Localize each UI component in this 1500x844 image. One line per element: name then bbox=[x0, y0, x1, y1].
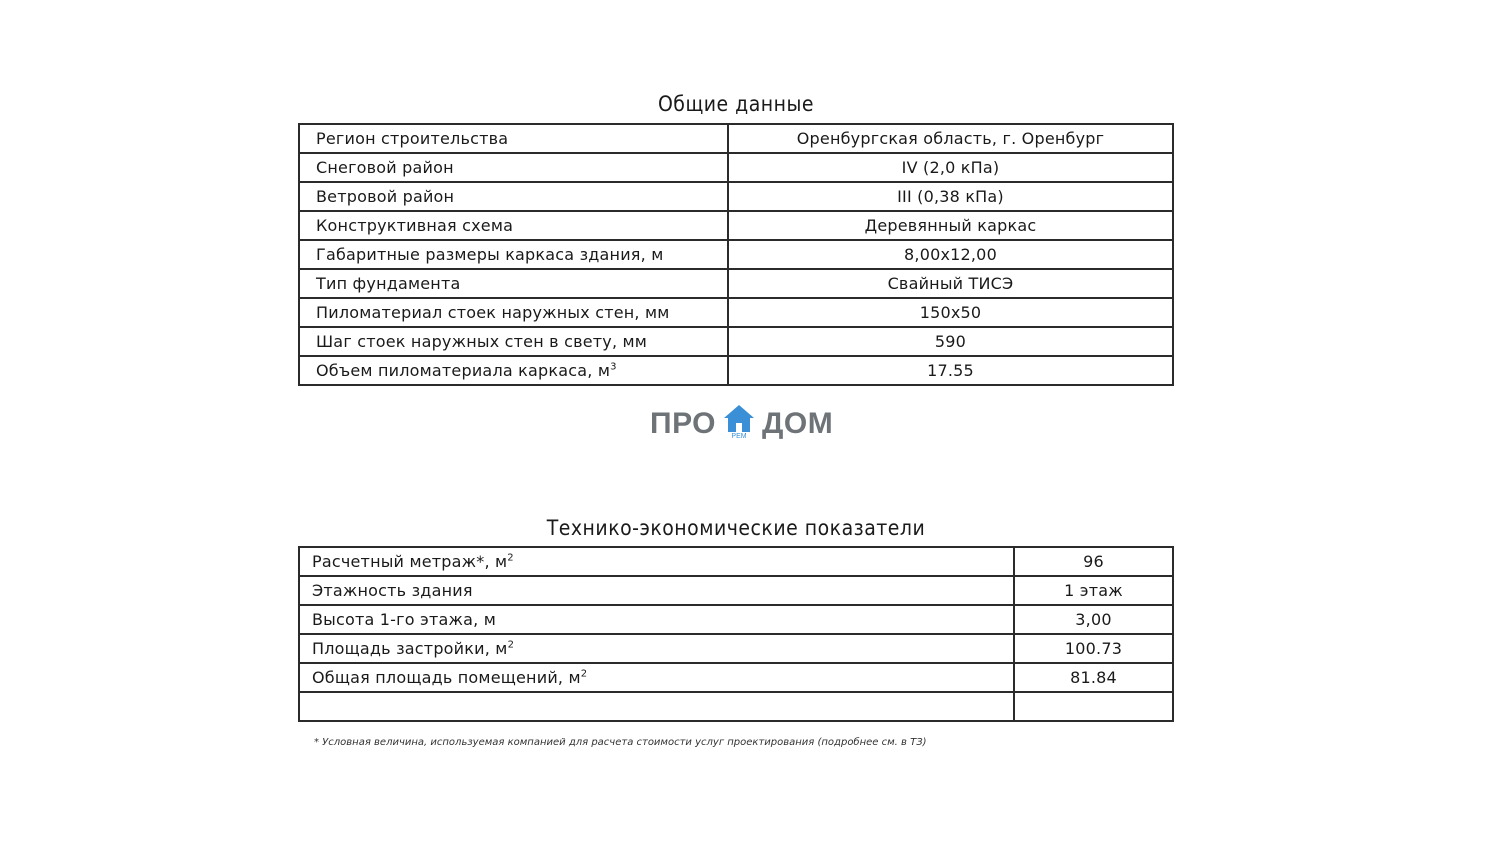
row-label bbox=[299, 356, 728, 385]
logo-small-text: РЕМ bbox=[731, 433, 747, 440]
table-row bbox=[299, 269, 1173, 298]
superscript: 3 bbox=[610, 361, 617, 373]
house-icon bbox=[722, 404, 756, 444]
row-value: Оренбургская область, г. Оренбург bbox=[728, 124, 1173, 153]
row-label-text: Объем пиломатериала каркаса, м bbox=[316, 361, 611, 380]
row-value: 81.84 bbox=[1014, 663, 1173, 692]
row-label: Регион строительства bbox=[299, 124, 728, 153]
row-value: 96 bbox=[1014, 547, 1173, 576]
row-value: Свайный ТИСЭ bbox=[728, 269, 1173, 298]
table-row bbox=[299, 298, 1173, 327]
table-row bbox=[299, 182, 1173, 211]
superscript: 2 bbox=[507, 552, 514, 564]
row-label: Этажность здания bbox=[299, 576, 1014, 605]
table-row bbox=[299, 547, 1173, 576]
general-data-table bbox=[298, 123, 1174, 386]
row-value: 3,00 bbox=[1014, 605, 1173, 634]
row-value: 1 этаж bbox=[1014, 576, 1173, 605]
table-row bbox=[299, 153, 1173, 182]
row-label-text: Площадь застройки, м bbox=[312, 639, 508, 658]
row-label: Конструктивная схема bbox=[299, 211, 728, 240]
table-row bbox=[299, 356, 1173, 385]
table-row bbox=[299, 211, 1173, 240]
row-label bbox=[299, 634, 1014, 663]
table-row bbox=[299, 692, 1173, 721]
table-row bbox=[299, 576, 1173, 605]
footnote: * Условная величина, используемая компанией для расчета стоимости услуг проектирования (подробнее см. в ТЗ) bbox=[314, 737, 927, 748]
logo-text-right: ДОМ bbox=[762, 407, 834, 440]
row-label: Ветровой район bbox=[299, 182, 728, 211]
table-row bbox=[299, 634, 1173, 663]
row-label bbox=[299, 547, 1014, 576]
row-value: IV (2,0 кПа) bbox=[728, 153, 1173, 182]
table-row bbox=[299, 327, 1173, 356]
row-label bbox=[299, 692, 1014, 721]
row-value: 8,00х12,00 bbox=[728, 240, 1173, 269]
row-label-text: Общая площадь помещений, м bbox=[312, 668, 581, 687]
teco-title: Технико-экономические показатели bbox=[546, 516, 926, 540]
row-value: Деревянный каркас bbox=[728, 211, 1173, 240]
table-row bbox=[299, 124, 1173, 153]
superscript: 2 bbox=[507, 639, 515, 651]
row-value: 100.73 bbox=[1014, 634, 1173, 663]
row-label: Пиломатериал стоек наружных стен, мм bbox=[299, 298, 728, 327]
general-data-title: Общие данные bbox=[657, 92, 815, 116]
superscript: 2 bbox=[580, 668, 588, 680]
row-value bbox=[1014, 692, 1173, 721]
row-label: Шаг стоек наружных стен в свету, мм bbox=[299, 327, 728, 356]
table-row bbox=[299, 663, 1173, 692]
row-value: 590 bbox=[728, 327, 1173, 356]
prodom-logo bbox=[650, 404, 833, 444]
row-label: Снеговой район bbox=[299, 153, 728, 182]
row-value: III (0,38 кПа) bbox=[728, 182, 1173, 211]
row-label bbox=[299, 663, 1014, 692]
row-value: 150х50 bbox=[728, 298, 1173, 327]
logo-text-left: ПРО bbox=[650, 407, 717, 440]
row-label-text: Расчетный метраж*, м bbox=[312, 552, 508, 571]
row-label: Габаритные размеры каркаса здания, м bbox=[299, 240, 728, 269]
row-value: 17.55 bbox=[728, 356, 1173, 385]
row-label: Высота 1-го этажа, м bbox=[299, 605, 1014, 634]
table-row bbox=[299, 240, 1173, 269]
table-row bbox=[299, 605, 1173, 634]
row-label: Тип фундамента bbox=[299, 269, 728, 298]
teco-table bbox=[298, 546, 1174, 722]
